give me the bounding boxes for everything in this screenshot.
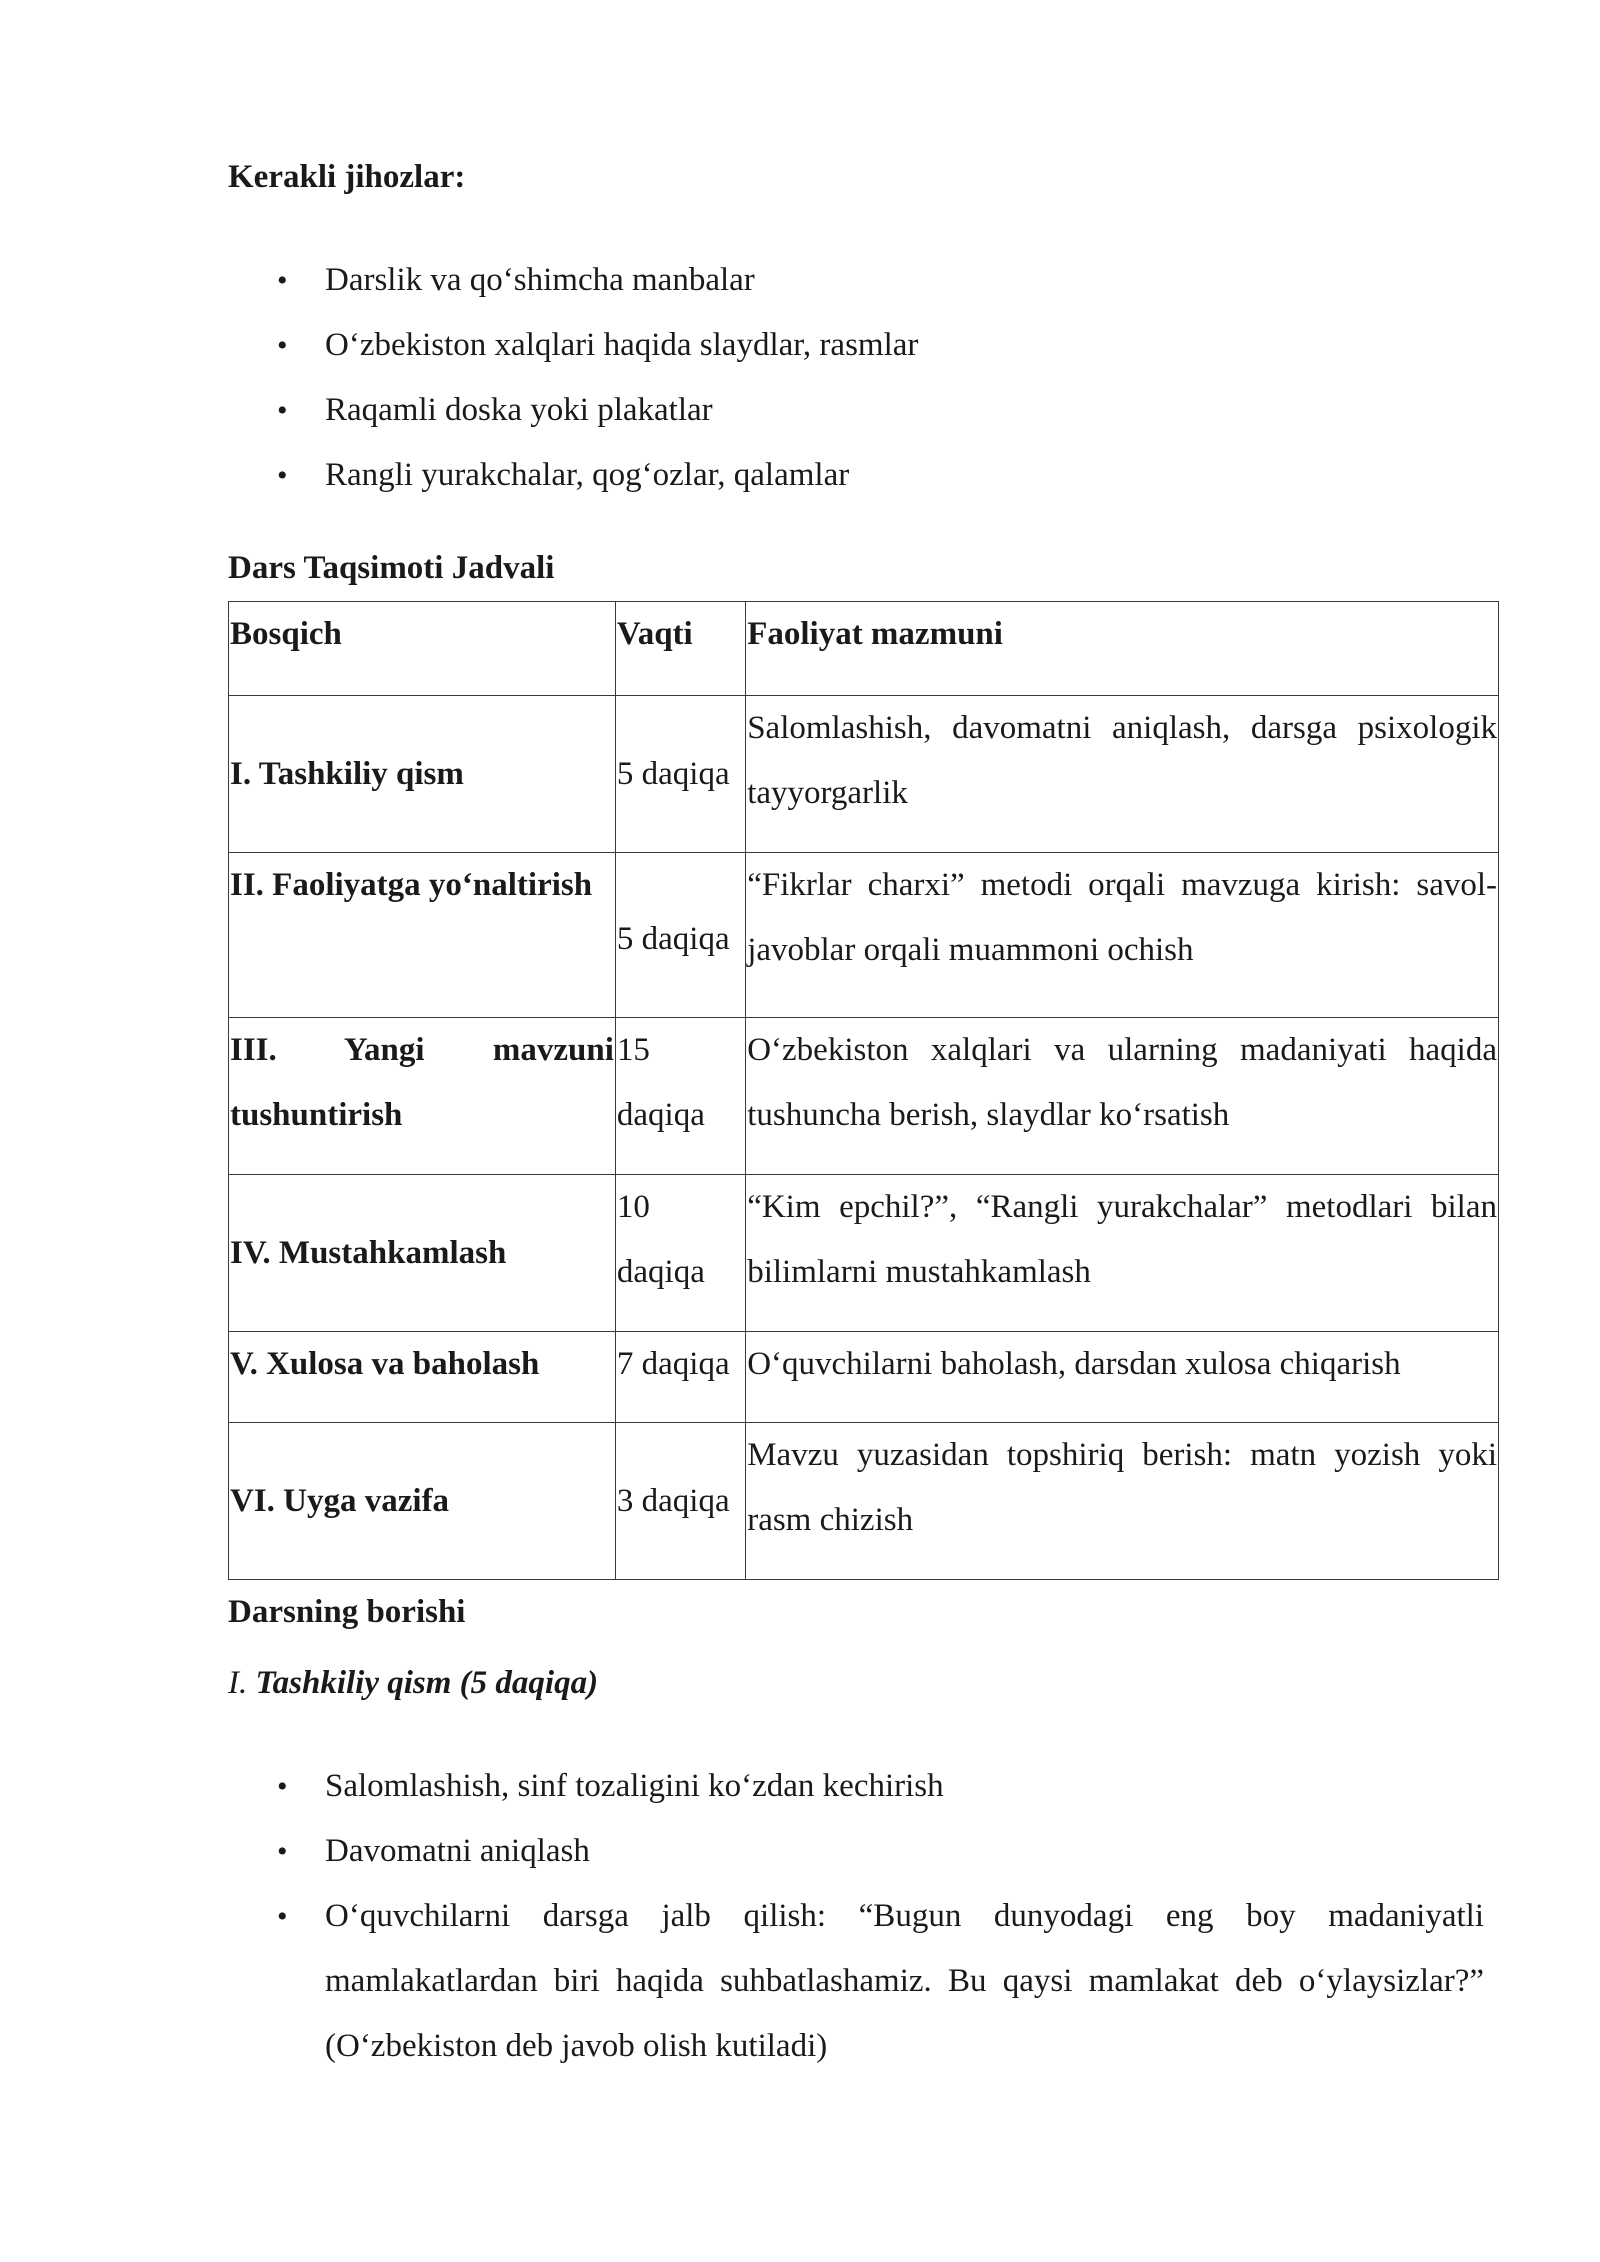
section1-list <box>228 1754 1484 2079</box>
equipment-list <box>228 248 1498 508</box>
activity-cell: “Kim epchil?”, “Rangli yurakchalar” metodlari bilan bilimlarni mustahkamlash <box>746 1175 1499 1332</box>
list-item: • Darslik va qo‘shimcha manbalar <box>228 248 1498 313</box>
progress-heading: Darsning borishi <box>228 1594 466 1630</box>
table-row <box>229 853 1499 1018</box>
activity-cell: Salomlashish, davomatni aniqlash, darsga psixologik tayyorgarlik <box>746 696 1499 853</box>
time-cell: 10 daqiqa <box>615 1175 745 1332</box>
list-item: • Davomatni aniqlash <box>228 1819 1484 1884</box>
column-header-activity: Faoliyat mazmuni <box>746 602 1499 696</box>
table-row <box>229 1018 1499 1175</box>
list-item: • Rangli yurakchalar, qog‘ozlar, qalamlar <box>228 443 1498 508</box>
activity-cell: O‘quvchilarni baholash, darsdan xulosa chiqarish <box>746 1332 1499 1423</box>
table-row <box>229 1332 1499 1423</box>
stage-cell: III. Yangi mavzuni tushuntirish <box>229 1018 616 1175</box>
activity-cell: “Fikrlar charxi” metodi orqali mavzuga kirish: savol-javoblar orqali muammoni ochish <box>746 853 1499 1018</box>
list-item: • Raqamli doska yoki plakatlar <box>228 378 1498 443</box>
section-numeral: I. <box>228 1665 248 1701</box>
time-cell: 5 daqiqa <box>615 696 745 853</box>
list-item: • O‘zbekiston xalqlari haqida slaydlar, rasmlar <box>228 313 1498 378</box>
schedule-heading: Dars Taqsimoti Jadvali <box>228 550 555 586</box>
section-title-text: Tashkiliy qism (5 daqiqa) <box>255 1665 599 1701</box>
equipment-heading: Kerakli jihozlar: <box>228 159 466 195</box>
column-header-time: Vaqti <box>615 602 745 696</box>
stage-cell: I. Tashkiliy qism <box>229 696 616 853</box>
activity-cell: O‘zbekiston xalqlari va ularning madaniyati haqida tushuncha berish, slaydlar ko‘rsatish <box>746 1018 1499 1175</box>
schedule-table <box>228 601 1499 1580</box>
section-title <box>228 1651 1498 1716</box>
time-cell: 5 daqiqa <box>615 853 745 1018</box>
table-row <box>229 1423 1499 1580</box>
list-item: • O‘quvchilarni darsga jalb qilish: “Bugun dunyodagi eng boy madaniyatli mamlakatlardan biri haqida suhbatlashamiz. Bu qaysi mamlakat deb o‘ylaysizlar?” (O‘zbekiston deb javob olish kutiladi) <box>228 1884 1484 2079</box>
time-cell: 7 daqiqa <box>615 1332 745 1423</box>
time-cell: 3 daqiqa <box>615 1423 745 1580</box>
document-page <box>228 140 1498 2079</box>
stage-cell: V. Xulosa va baholash <box>229 1332 616 1423</box>
time-cell: 15 daqiqa <box>615 1018 745 1175</box>
activity-cell: Mavzu yuzasidan topshiriq berish: matn yozish yoki rasm chizish <box>746 1423 1499 1580</box>
list-item: • Salomlashish, sinf tozaligini ko‘zdan kechirish <box>228 1754 1484 1819</box>
stage-cell: II. Faoliyatga yo‘naltirish <box>229 853 616 1018</box>
column-header-stage: Bosqich <box>229 602 616 696</box>
stage-cell: IV. Mustahkamlash <box>229 1175 616 1332</box>
table-row <box>229 1175 1499 1332</box>
stage-cell: VI. Uyga vazifa <box>229 1423 616 1580</box>
table-header-row <box>229 602 1499 696</box>
table-row <box>229 696 1499 853</box>
